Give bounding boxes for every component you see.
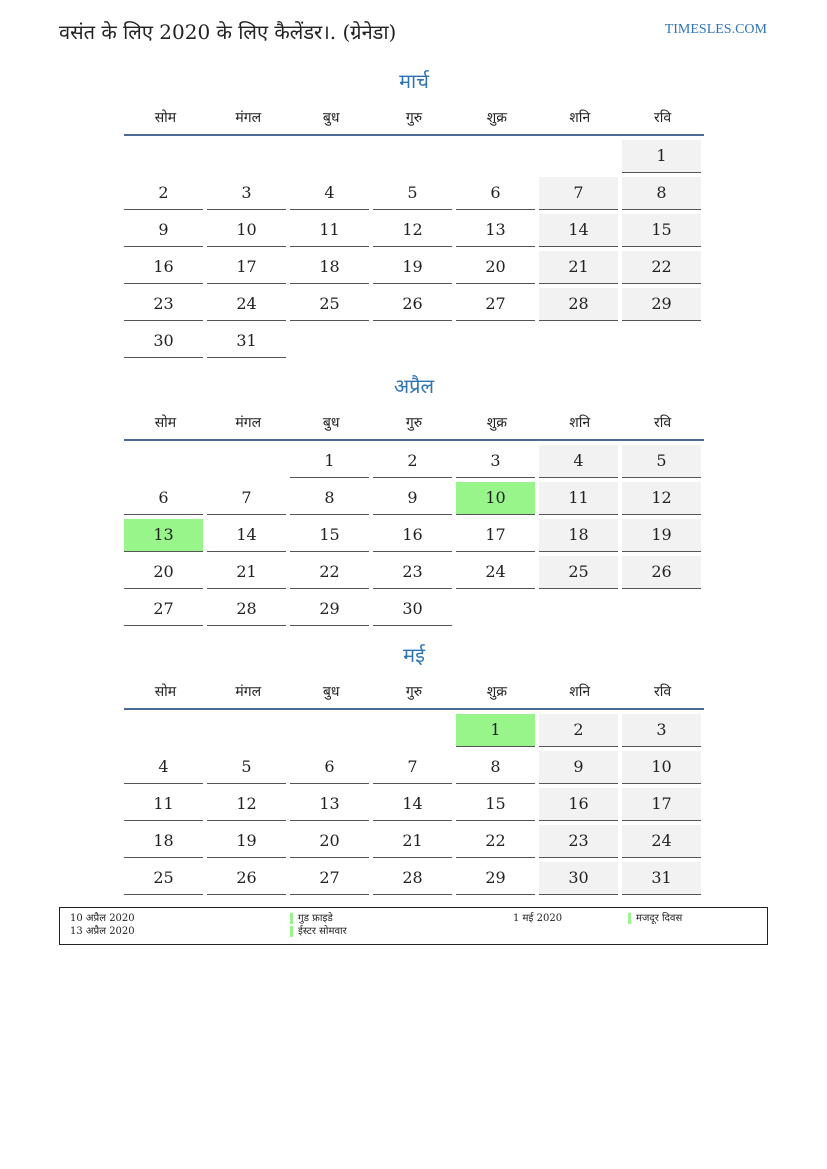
weekday-label: शुक्र xyxy=(486,684,507,700)
day-cell: 20 xyxy=(124,556,203,589)
day-cell: 13 xyxy=(456,214,535,247)
day-cell: 13 xyxy=(290,788,369,821)
day-cell: 23 xyxy=(539,825,618,858)
day-cell: 8 xyxy=(290,482,369,515)
day-cell: 28 xyxy=(207,593,286,626)
day-cell: 9 xyxy=(373,482,452,515)
day-cell: 30 xyxy=(373,593,452,626)
weekday-label: रवि xyxy=(654,684,672,700)
legend-holiday-name: मजदूर दिवस xyxy=(636,913,683,924)
empty-cell xyxy=(207,445,286,477)
weekday-label: बुध xyxy=(322,415,340,431)
day-cell: 22 xyxy=(622,251,701,284)
day-cell: 8 xyxy=(622,177,701,210)
empty-cell xyxy=(124,714,203,746)
legend-date: 10 अप्रैल 2020 xyxy=(70,913,135,924)
day-cell: 8 xyxy=(456,751,535,784)
day-cell: 5 xyxy=(207,751,286,784)
day-grid xyxy=(124,445,704,626)
day-cell: 11 xyxy=(290,214,369,247)
weekday-label: रवि xyxy=(654,415,672,431)
day-cell: 14 xyxy=(207,519,286,552)
empty-cell xyxy=(124,140,203,172)
day-cell: 26 xyxy=(622,556,701,589)
weekday-label: शनि xyxy=(569,110,591,126)
weekday-label: मंगल xyxy=(235,415,262,431)
day-cell: 28 xyxy=(539,288,618,321)
month-april xyxy=(124,371,704,626)
legend-holiday xyxy=(628,913,682,925)
day-cell: 30 xyxy=(124,325,203,358)
day-cell: 27 xyxy=(456,288,535,321)
day-cell: 25 xyxy=(124,862,203,895)
day-cell: 14 xyxy=(539,214,618,247)
day-cell: 16 xyxy=(124,251,203,284)
day-cell: 26 xyxy=(207,862,286,895)
day-cell: 6 xyxy=(456,177,535,210)
legend-holiday xyxy=(290,913,333,925)
day-cell: 23 xyxy=(124,288,203,321)
day-cell: 12 xyxy=(373,214,452,247)
holiday-legend xyxy=(59,907,768,945)
day-cell: 1 xyxy=(290,445,369,478)
day-cell: 9 xyxy=(539,751,618,784)
day-cell: 29 xyxy=(290,593,369,626)
day-cell: 20 xyxy=(456,251,535,284)
day-cell: 16 xyxy=(373,519,452,552)
day-cell: 1 xyxy=(622,140,701,173)
legend-holiday-name: गुड फ्राइडे xyxy=(298,913,333,924)
empty-cell xyxy=(290,140,369,172)
day-cell: 4 xyxy=(124,751,203,784)
day-cell: 16 xyxy=(539,788,618,821)
day-cell: 15 xyxy=(290,519,369,552)
weekday-header xyxy=(124,413,704,441)
legend-date: 1 मई 2020 xyxy=(513,913,563,924)
day-grid xyxy=(124,140,704,358)
holiday-day-cell: 13 xyxy=(124,519,203,552)
day-cell: 10 xyxy=(622,751,701,784)
day-cell: 9 xyxy=(124,214,203,247)
weekday-label: गुरु xyxy=(405,110,423,126)
weekday-label: सोम xyxy=(154,415,177,431)
day-cell: 4 xyxy=(539,445,618,478)
day-cell: 25 xyxy=(290,288,369,321)
day-cell: 12 xyxy=(207,788,286,821)
holiday-day-cell: 1 xyxy=(456,714,535,747)
day-cell: 20 xyxy=(290,825,369,858)
day-cell: 26 xyxy=(373,288,452,321)
weekday-label: गुरु xyxy=(405,684,423,700)
day-cell: 18 xyxy=(290,251,369,284)
day-cell: 2 xyxy=(373,445,452,478)
weekday-label: सोम xyxy=(154,684,177,700)
month-title: मार्च xyxy=(399,69,429,93)
weekday-header xyxy=(124,108,704,136)
day-cell: 24 xyxy=(207,288,286,321)
weekday-label: रवि xyxy=(654,110,672,126)
day-cell: 27 xyxy=(124,593,203,626)
empty-cell xyxy=(539,140,618,172)
day-cell: 11 xyxy=(539,482,618,515)
day-cell: 29 xyxy=(456,862,535,895)
day-cell: 7 xyxy=(373,751,452,784)
day-cell: 22 xyxy=(456,825,535,858)
holiday-day-cell: 10 xyxy=(456,482,535,515)
month-may xyxy=(124,640,704,895)
weekday-header xyxy=(124,682,704,710)
month-title: मई xyxy=(403,643,425,667)
day-cell: 27 xyxy=(290,862,369,895)
empty-cell xyxy=(124,445,203,477)
day-cell: 15 xyxy=(622,214,701,247)
weekday-label: गुरु xyxy=(405,415,423,431)
day-cell: 23 xyxy=(373,556,452,589)
day-cell: 24 xyxy=(622,825,701,858)
legend-holiday xyxy=(290,926,347,938)
day-cell: 25 xyxy=(539,556,618,589)
site-brand-link[interactable]: TIMESLES.COM xyxy=(664,22,767,37)
day-cell: 19 xyxy=(373,251,452,284)
day-cell: 10 xyxy=(207,214,286,247)
weekday-label: मंगल xyxy=(235,684,262,700)
legend-date: 13 अप्रैल 2020 xyxy=(70,926,135,937)
holiday-color-marker xyxy=(628,913,631,924)
month-march xyxy=(124,66,704,358)
day-cell: 5 xyxy=(373,177,452,210)
empty-cell xyxy=(207,140,286,172)
day-cell: 19 xyxy=(207,825,286,858)
weekday-label: शुक्र xyxy=(486,110,507,126)
day-cell: 3 xyxy=(456,445,535,478)
day-cell: 4 xyxy=(290,177,369,210)
empty-cell xyxy=(290,714,369,746)
day-cell: 14 xyxy=(373,788,452,821)
weekday-label: बुध xyxy=(322,684,340,700)
empty-cell xyxy=(456,140,535,172)
day-cell: 28 xyxy=(373,862,452,895)
day-cell: 21 xyxy=(207,556,286,589)
legend-holiday-name: ईस्टर सोमवार xyxy=(298,926,347,937)
weekday-label: बुध xyxy=(322,110,340,126)
weekday-label: मंगल xyxy=(235,110,262,126)
holiday-color-marker xyxy=(290,913,293,924)
day-cell: 6 xyxy=(124,482,203,515)
day-cell: 18 xyxy=(539,519,618,552)
day-cell: 18 xyxy=(124,825,203,858)
day-cell: 21 xyxy=(373,825,452,858)
day-cell: 12 xyxy=(622,482,701,515)
empty-cell xyxy=(373,714,452,746)
day-grid xyxy=(124,714,704,895)
day-cell: 29 xyxy=(622,288,701,321)
weekday-label: सोम xyxy=(154,110,177,126)
day-cell: 31 xyxy=(622,862,701,895)
day-cell: 6 xyxy=(290,751,369,784)
day-cell: 2 xyxy=(539,714,618,747)
day-cell: 3 xyxy=(207,177,286,210)
weekday-label: शनि xyxy=(569,415,591,431)
day-cell: 24 xyxy=(456,556,535,589)
day-cell: 17 xyxy=(207,251,286,284)
day-cell: 7 xyxy=(207,482,286,515)
day-cell: 3 xyxy=(622,714,701,747)
month-title: अप्रैल xyxy=(393,374,435,398)
day-cell: 21 xyxy=(539,251,618,284)
empty-cell xyxy=(373,140,452,172)
day-cell: 31 xyxy=(207,325,286,358)
day-cell: 22 xyxy=(290,556,369,589)
holiday-color-marker xyxy=(290,926,293,937)
weekday-label: शुक्र xyxy=(486,415,507,431)
day-cell: 15 xyxy=(456,788,535,821)
page-title: वसंत के लिए 2020 के लिए कैलेंडर।. (ग्रेनेडा) xyxy=(59,20,397,44)
day-cell: 5 xyxy=(622,445,701,478)
weekday-label: शनि xyxy=(569,684,591,700)
day-cell: 17 xyxy=(456,519,535,552)
day-cell: 7 xyxy=(539,177,618,210)
day-cell: 30 xyxy=(539,862,618,895)
day-cell: 11 xyxy=(124,788,203,821)
day-cell: 17 xyxy=(622,788,701,821)
empty-cell xyxy=(207,714,286,746)
day-cell: 2 xyxy=(124,177,203,210)
day-cell: 19 xyxy=(622,519,701,552)
